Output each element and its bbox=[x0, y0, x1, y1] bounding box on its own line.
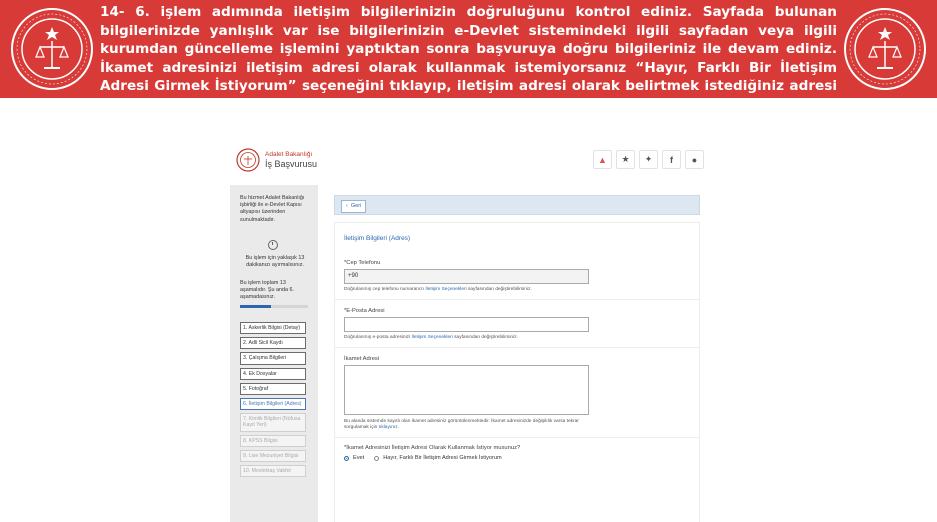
phone-label: *Cep Telefonu bbox=[344, 260, 381, 266]
step-item-3[interactable]: 3. Çalışma Bilgileri bbox=[240, 352, 306, 364]
use-address-question: *İkamet Adresinizi İletişim Adresi Olarak Kullanmak İstiyor musunuz? bbox=[344, 445, 521, 451]
progress-fill bbox=[240, 305, 271, 308]
step-item-4[interactable]: 4. Ek Dosyalar bbox=[240, 368, 306, 380]
email-note-post: sayfasından değiştirebilirsiniz. bbox=[452, 335, 518, 340]
sidebar-step-note: Bu işlem toplam 13 aşamalıdır. Şu anda 6. aşamadasınız. bbox=[240, 280, 294, 301]
ministry-seal-left bbox=[10, 7, 94, 91]
star-icon[interactable]: ★ bbox=[616, 150, 635, 169]
twitter-icon[interactable]: ✦ bbox=[639, 150, 658, 169]
chat-icon[interactable]: ● bbox=[685, 150, 704, 169]
address-requery-link[interactable]: tıklayınız bbox=[378, 425, 398, 431]
step-list bbox=[240, 322, 306, 480]
phone-note bbox=[344, 287, 604, 293]
radio-no-label[interactable]: Hayır, Farklı Bir İletişim Adresi Girmek İstiyorum bbox=[383, 455, 502, 461]
sidebar-time-note: Bu işlem için yaklaşık 13 dakikanızı ayırmalısınız. bbox=[245, 255, 305, 269]
facebook-icon[interactable]: f bbox=[662, 150, 681, 169]
address-note-post: . bbox=[397, 425, 399, 431]
progress-bar bbox=[240, 305, 308, 308]
radio-yes-label[interactable]: Evet bbox=[353, 455, 365, 461]
address-textarea[interactable] bbox=[344, 365, 589, 415]
divider bbox=[335, 437, 699, 438]
email-note bbox=[344, 335, 604, 341]
phone-options-link[interactable]: İletişim Seçenekleri bbox=[425, 287, 467, 292]
chevron-left-icon: ‹ bbox=[346, 203, 348, 209]
sidebar bbox=[230, 185, 318, 522]
step-item-2[interactable]: 2. Adli Sicil Kaydı bbox=[240, 337, 306, 349]
step-item-9: 9. Lise Mezuniyet Bilgisi bbox=[240, 450, 306, 462]
ministry-logo-icon[interactable] bbox=[236, 148, 260, 172]
logo-service-name: İş Başvurusu bbox=[265, 159, 318, 169]
step-item-7: 7. Kimlik Bilgileri (Nüfusa Kayıt Yeri) bbox=[240, 413, 306, 431]
contact-form bbox=[334, 222, 700, 522]
back-bar bbox=[334, 195, 700, 215]
app-header bbox=[230, 140, 712, 182]
address-note bbox=[344, 419, 594, 431]
form-title: İletişim Bilgileri (Adres) bbox=[344, 235, 411, 242]
divider bbox=[335, 347, 699, 348]
step-item-6[interactable]: 6. İletişim Bilgileri (Adres) bbox=[240, 398, 306, 410]
radio-no[interactable] bbox=[374, 456, 379, 461]
step-item-1[interactable]: 1. Askerlik Bilgisi (Detay) bbox=[240, 322, 306, 334]
fire-icon[interactable]: ▲ bbox=[593, 150, 612, 169]
phone-field[interactable]: +90 bbox=[344, 269, 589, 284]
back-button[interactable] bbox=[341, 200, 366, 213]
email-label: *E-Posta Adresi bbox=[344, 308, 385, 314]
step-item-10: 10. Meslektaş Vakfet bbox=[240, 465, 306, 477]
email-options-link[interactable]: İletişim Seçenekleri bbox=[411, 335, 453, 340]
instruction-banner bbox=[0, 0, 937, 113]
address-note-pre: Bu alanda sistemde kayıtlı olan ikamet adresiniz görüntülenmektedir. İkamet adresinizde değişiklik varsa tekrar sorgulamak için bbox=[344, 419, 579, 431]
sidebar-intro: Bu hizmet Adalet Bakanlığı işbirliği ile e-Devlet Kapısı altyapısı üzerinden sunulmaktadır. bbox=[240, 195, 305, 223]
ministry-seal-right bbox=[843, 7, 927, 91]
logo-ministry-name: Adalet Bakanlığı bbox=[265, 151, 313, 158]
phone-note-post: sayfasından değiştirebilirsiniz. bbox=[466, 287, 532, 292]
radio-yes[interactable] bbox=[344, 456, 349, 461]
back-label: Geri bbox=[350, 203, 362, 209]
use-address-options bbox=[344, 455, 502, 461]
phone-note-pre: Doğrulanmış cep telefonu numaranızı bbox=[344, 287, 426, 292]
divider bbox=[335, 299, 699, 300]
email-note-pre: Doğrulanmış e-posta adresinizi bbox=[344, 335, 412, 340]
clock-icon bbox=[268, 240, 278, 250]
step-item-8: 8. KPSS Bilgisi bbox=[240, 435, 306, 447]
instruction-text: 14- 6. işlem adımında iletişim bilgilerinizin doğruluğunu kontrol ediniz. Sayfada bulunan bilgilerinizde yanlışlık var ise bilgilerinizin e-Devlet sistemindeki ilgili sayfadan veya ilgili kurumdan güncelleme işlemini yaptıktan sonra başvuruya doğru bilgileriniz ile devam ediniz. İkamet adresinizi iletişim adresi olarak kullanmak istemiyorsanız “Hayır, Farklı Bir İletişim Adresi Girmek İstiyorum” seçeneğini tıklayıp, iletişim adresi olarak belirtmek istediğiniz adresi giriniz. bbox=[100, 4, 837, 113]
email-field[interactable] bbox=[344, 317, 589, 332]
address-label: İkamet Adresi bbox=[344, 356, 380, 362]
step-item-5[interactable]: 5. Fotoğraf bbox=[240, 383, 306, 395]
application-screenshot bbox=[230, 140, 712, 522]
header-icon-group bbox=[593, 150, 704, 169]
